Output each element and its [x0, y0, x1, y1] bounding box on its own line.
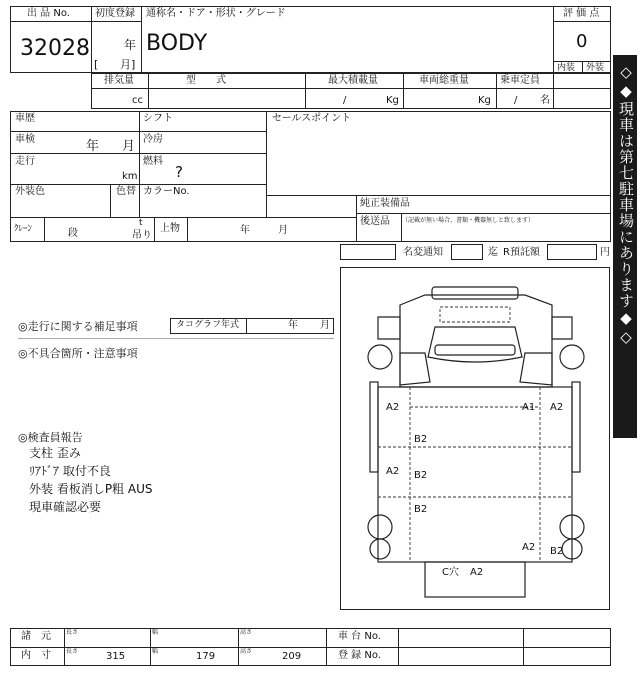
- inner-dims-label: 内 寸: [21, 650, 51, 661]
- location-notice-text: ◇◆現車は第七駐車場にあります◆◇: [617, 63, 635, 347]
- driving-notes-label: ◎走行に関する補足事項: [18, 320, 138, 333]
- first-reg-bracket: [: [94, 58, 99, 71]
- type-label: 型 式: [186, 75, 226, 86]
- loading-label: 上物: [160, 223, 180, 234]
- specs-label: 諸 元: [21, 631, 51, 642]
- fuel-value: ?: [175, 163, 183, 181]
- chassis-no-label: 車 台 No.: [338, 631, 381, 642]
- defects-label: ◎不具合箇所・注意事項: [18, 347, 138, 360]
- delivery-note: （記載が無い場合、書類・機器無しと致します）: [402, 217, 535, 224]
- mileage-label: 走行: [15, 156, 35, 167]
- location-notice-band: [613, 55, 637, 438]
- inspection-month-unit: 月: [122, 139, 136, 154]
- first-reg-year-unit: 年: [124, 38, 137, 52]
- lot-no-value: 32028: [20, 36, 90, 61]
- inspector-label: ◎検査員報告: [18, 431, 83, 444]
- ext-color-label: 外装色: [15, 186, 45, 197]
- ac-label: 冷房: [143, 134, 163, 145]
- damage-mark-right-rear-b2: B2: [550, 546, 564, 557]
- damage-mark-left-lower-b2: B2: [414, 470, 428, 481]
- length-label: 長さ: [66, 648, 79, 655]
- km-unit: km: [122, 171, 138, 182]
- height-label-top: 高さ: [240, 629, 253, 636]
- gvw-label: 車両総重量: [419, 75, 469, 86]
- r-deposit-label: R預託額: [503, 247, 540, 258]
- grade-value: 0: [576, 31, 588, 52]
- fuel-label: 燃料: [143, 156, 163, 167]
- model-name: BODY: [146, 31, 208, 56]
- damage-mark-rear-a2: A2: [470, 567, 484, 578]
- damage-mark-right-front-a1: A1: [522, 402, 536, 413]
- first-reg-label: 初度登録: [95, 8, 135, 19]
- crane-ton-unit: t: [139, 218, 143, 228]
- capacity-slash: /: [514, 95, 518, 106]
- loading-year-unit: 年: [240, 225, 250, 236]
- cc-unit: cc: [132, 95, 143, 106]
- height-value: 209: [282, 651, 302, 662]
- genuine-label: 純正装備品: [360, 198, 410, 209]
- displacement-label: 排気量: [104, 75, 134, 86]
- inspector-line-3: 外装 看板消しP粗 AUS: [29, 482, 153, 496]
- crane-stage-unit: 段: [68, 228, 78, 239]
- inspector-line-1: 支柱 歪み: [29, 446, 81, 460]
- tachograph-month-unit: 月: [320, 320, 330, 331]
- sales-points-label: セールスポイント: [272, 113, 352, 124]
- shift-label: シフト: [143, 113, 173, 124]
- tachograph-year-unit: 年: [288, 320, 298, 331]
- length-label-top: 長さ: [66, 629, 79, 636]
- width-value: 179: [196, 651, 216, 662]
- reg-no-label: 登 録 No.: [338, 650, 381, 661]
- inspection-year-unit: 年: [86, 139, 100, 154]
- color-change-label: 色替: [116, 186, 136, 197]
- height-label: 高さ: [240, 648, 253, 655]
- length-value: 315: [106, 651, 126, 662]
- first-reg-month-unit: 月]: [120, 58, 136, 71]
- seat-unit: 名: [540, 95, 550, 106]
- inspection-label: 車検: [15, 134, 35, 145]
- rename-notice-label: 名変通知: [403, 247, 443, 258]
- tachograph-label: タコグラフ年式: [176, 320, 240, 330]
- damage-mark-left-front: A2: [386, 402, 400, 413]
- gvw-kg-unit: Kg: [478, 95, 491, 106]
- capacity-label: 乗車定員: [500, 75, 540, 86]
- width-label-top: 幅: [152, 629, 159, 636]
- interior-label: 内装: [557, 63, 576, 73]
- damage-mark-left-mid-b2: B2: [414, 434, 428, 445]
- exterior-label: 外装: [586, 63, 605, 73]
- lot-no-label: 出 品 No.: [27, 8, 70, 19]
- damage-mark-left-rear-b2: B2: [414, 504, 428, 515]
- damage-mark-right-rear-a2: A2: [522, 542, 536, 553]
- loading-month-unit: 月: [278, 225, 288, 236]
- inspector-line-4: 現車確認必要: [29, 500, 102, 514]
- delivery-label: 後送品: [360, 216, 390, 227]
- damage-mark-right-front-a2: A2: [550, 402, 564, 413]
- vehicle-diagram-drawing: [340, 267, 610, 610]
- damage-mark-left-lower-a2: A2: [386, 466, 400, 477]
- max-load-label: 最大積載量: [328, 75, 378, 86]
- yen-unit: 円: [600, 247, 610, 258]
- history-label: 車歴: [15, 113, 35, 124]
- width-label: 幅: [152, 648, 159, 655]
- grade-label: 評 価 点: [563, 8, 600, 19]
- damage-mark-rear-c-hole: C穴: [442, 567, 459, 578]
- crane-hook-unit: 吊り: [132, 230, 152, 241]
- color-no-label: カラーNo.: [143, 186, 190, 197]
- model-label: 通称名・ドア・形状・グレード: [146, 8, 286, 19]
- load-kg-unit: Kg: [386, 95, 399, 106]
- inspector-line-2: ﾘｱﾄﾞｱ 取付不良: [29, 464, 111, 478]
- load-slash: /: [343, 95, 347, 106]
- crane-label: ｸﾚｰﾝ: [14, 224, 33, 234]
- refund-label: 迄: [488, 247, 498, 258]
